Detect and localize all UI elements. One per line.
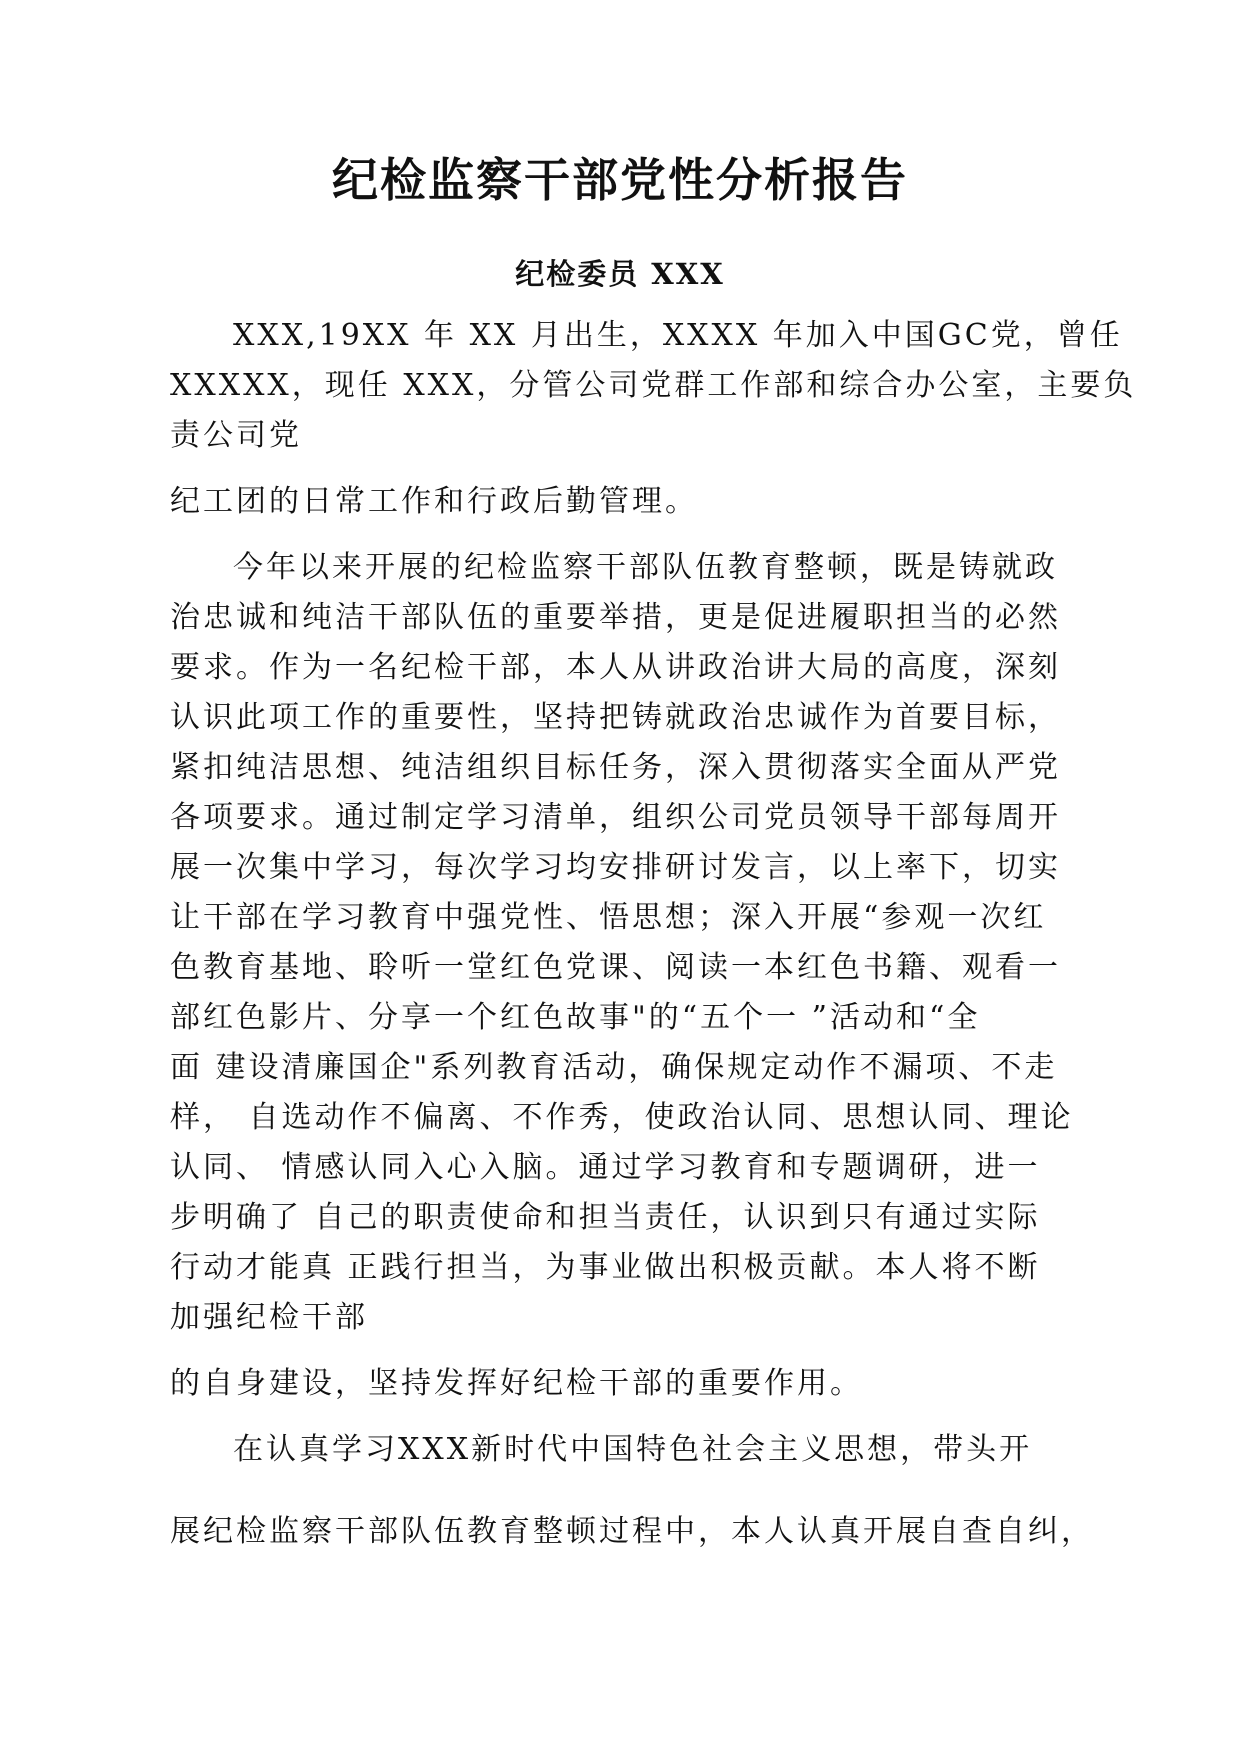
body-line: 面 建设清廉国企"系列教育活动，确保规定动作不漏项、不走 [170, 1050, 1058, 1085]
body-line: 紧扣纯洁思想、纯洁组织目标任务，深入贯彻落实全面从严党 [170, 750, 1061, 785]
body-line: 在认真学习XXX新时代中国特色社会主义思想，带头开 [233, 1432, 1033, 1467]
body-line: 样， 自选动作不偏离、不作秀，使政治认同、思想认同、理论 [170, 1100, 1074, 1135]
body-line: 展纪检监察干部队伍教育整顿过程中，本人认真开展自查自纠， [170, 1514, 1094, 1549]
body-line: 治忠诚和纯洁干部队伍的重要举措，更是促进履职担当的必然 [170, 600, 1061, 635]
body-line: 要求。作为一名纪检干部，本人从讲政治讲大局的高度，深刻 [170, 650, 1061, 685]
body-line: 展一次集中学习，每次学习均安排研讨发言，以上率下，切实 [170, 850, 1061, 885]
body-line: XXXXX，现任 XXX，分管公司党群工作部和综合办公室，主要负 [170, 368, 1137, 403]
body-line: 部红色影片、分享一个红色故事"的“五个一 ”活动和“全 [170, 1000, 981, 1035]
body-line: 认同、 情感认同入心入脑。通过学习教育和专题调研，进一 [170, 1150, 1041, 1185]
body-line: 责公司党 [170, 418, 302, 453]
author-line: 纪检委员 XXX [515, 257, 725, 291]
body-line: 各项要求。通过制定学习清单，组织公司党员领导干部每周开 [170, 800, 1061, 835]
body-line: 行动才能真 正践行担当，为事业做出积极贡献。本人将不断 [170, 1250, 1041, 1285]
body-line: 认识此项工作的重要性，坚持把铸就政治忠诚作为首要目标， [170, 700, 1061, 735]
body-line: 色教育基地、聆听一堂红色党课、阅读一本红色书籍、观看一 [170, 950, 1061, 985]
body-line: 纪工团的日常工作和行政后勤管理。 [170, 484, 698, 519]
body-line: 步明确了 自己的职责使命和担当责任，认识到只有通过实际 [170, 1200, 1041, 1235]
body-line: 的自身建设，坚持发挥好纪检干部的重要作用。 [170, 1366, 863, 1401]
body-line: 让干部在学习教育中强党性、悟思想；深入开展“参观一次红 [170, 900, 1047, 935]
body-line: XXX,19XX 年 XX 月出生，XXXX 年加入中国GC党，曾任 [233, 318, 1123, 353]
body-line: 今年以来开展的纪检监察干部队伍教育整顿，既是铸就政 [233, 550, 1058, 585]
document-title: 纪检监察干部党性分析报告 [332, 153, 908, 207]
body-line: 加强纪检干部 [170, 1300, 368, 1335]
